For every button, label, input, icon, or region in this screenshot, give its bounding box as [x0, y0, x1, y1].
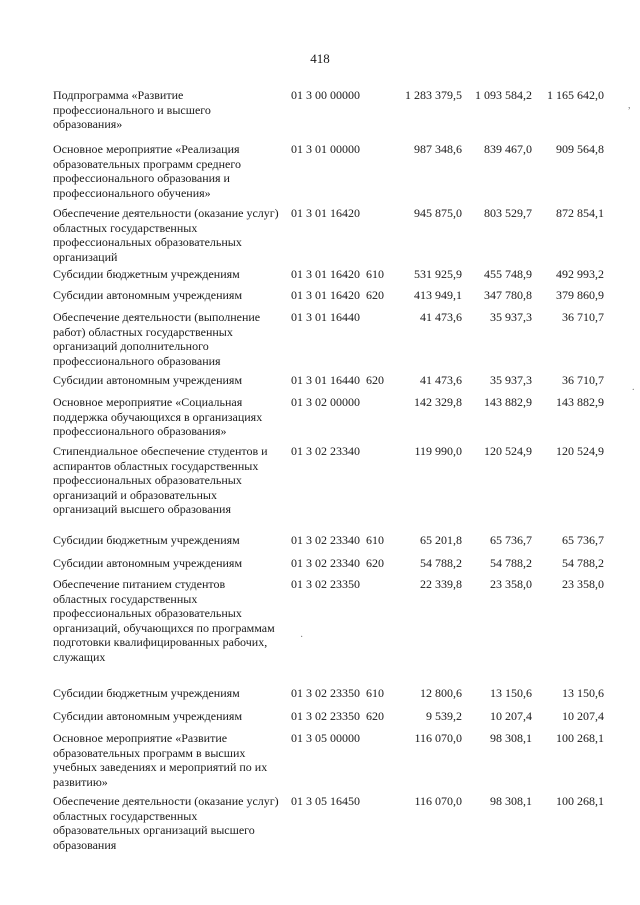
- amount-year-2: 23 358,0: [490, 577, 532, 591]
- item-name: Основное мероприятие «Реализация образовательных программ среднего профессионального образования и профессионального обучения»: [53, 142, 241, 200]
- table-row: [0, 709, 640, 729]
- table-row: [0, 310, 640, 370]
- item-name: Субсидии автономным учреждениям: [53, 556, 243, 570]
- scan-artifact-mark: ·: [300, 632, 304, 643]
- amount-year-2: 120 524,9: [484, 444, 532, 458]
- amount-year-2: 13 150,6: [490, 686, 532, 700]
- classification-code: 01 3 01 16420 610: [291, 267, 384, 281]
- amount-year-2: 1 093 584,2: [475, 88, 532, 102]
- amount-year-1: 54 788,2: [420, 556, 462, 570]
- table-row: [0, 794, 640, 854]
- amount-year-1: 41 473,6: [420, 310, 462, 324]
- amount-year-3: 143 882,9: [556, 395, 604, 409]
- classification-code: 01 3 02 23350: [291, 577, 360, 591]
- amount-year-2: 839 467,0: [484, 142, 532, 156]
- table-row: [0, 142, 640, 200]
- item-name: Субсидии бюджетным учреждениям: [53, 267, 240, 281]
- amount-year-1: 142 329,8: [414, 395, 462, 409]
- item-name: Обеспечение деятельности (выполнение работ) областных государственных организаций дополнительного профессионального образования: [53, 310, 261, 368]
- table-row: [0, 556, 640, 576]
- amount-year-1: 1 283 379,5: [405, 88, 462, 102]
- amount-year-2: 143 882,9: [484, 395, 532, 409]
- scan-artifact-mark: .: [632, 382, 635, 393]
- amount-year-2: 455 748,9: [484, 267, 532, 281]
- amount-year-3: 13 150,6: [562, 686, 604, 700]
- page-number: 418: [310, 51, 330, 66]
- item-name: Обеспечение деятельности (оказание услуг) областных государственных образовательных организаций высшего образования: [53, 794, 279, 852]
- amount-year-1: 413 949,1: [414, 288, 462, 302]
- amount-year-1: 531 925,9: [414, 267, 462, 281]
- amount-year-1: 119 990,0: [414, 444, 462, 458]
- amount-year-2: 54 788,2: [490, 556, 532, 570]
- amount-year-2: 98 308,1: [490, 794, 532, 808]
- amount-year-1: 987 348,6: [414, 142, 462, 156]
- classification-code: 01 3 02 23340 620: [291, 556, 384, 570]
- table-row: [0, 686, 640, 706]
- table-row: [0, 395, 640, 441]
- classification-code: 01 3 01 16420 620: [291, 288, 384, 302]
- amount-year-3: 872 854,1: [556, 206, 604, 220]
- amount-year-3: 36 710,7: [562, 310, 604, 324]
- classification-code: 01 3 01 00000: [291, 142, 360, 156]
- amount-year-3: 909 564,8: [556, 142, 604, 156]
- amount-year-3: 10 207,4: [562, 709, 604, 723]
- amount-year-1: 116 070,0: [414, 731, 462, 745]
- amount-year-3: 54 788,2: [562, 556, 604, 570]
- classification-code: 01 3 01 16440: [291, 310, 360, 324]
- table-row: [0, 88, 640, 131]
- scan-artifact-mark: ,: [628, 100, 631, 111]
- amount-year-2: 35 937,3: [490, 310, 532, 324]
- item-name: Субсидии бюджетным учреждениям: [53, 533, 240, 547]
- amount-year-3: 100 268,1: [556, 794, 604, 808]
- amount-year-1: 945 875,0: [414, 206, 462, 220]
- amount-year-2: 803 529,7: [484, 206, 532, 220]
- table-row: [0, 577, 640, 681]
- classification-code: 01 3 01 16420: [291, 206, 360, 220]
- amount-year-1: 9 539,2: [426, 709, 462, 723]
- item-name: Субсидии автономным учреждениям: [53, 373, 243, 387]
- item-name: Субсидии автономным учреждениям: [53, 288, 243, 302]
- amount-year-3: 100 268,1: [556, 731, 604, 745]
- classification-code: 01 3 02 23350 610: [291, 686, 384, 700]
- item-name: Основное мероприятие «Социальная поддержка обучающихся в организациях профессионального образования»: [53, 395, 263, 438]
- amount-year-3: 1 165 642,0: [547, 88, 604, 102]
- amount-year-3: 120 524,9: [556, 444, 604, 458]
- classification-code: 01 3 01 16440 620: [291, 373, 384, 387]
- amount-year-2: 10 207,4: [490, 709, 532, 723]
- amount-year-1: 116 070,0: [414, 794, 462, 808]
- amount-year-1: 65 201,8: [420, 533, 462, 547]
- amount-year-3: 492 993,2: [556, 267, 604, 281]
- classification-code: 01 3 02 00000: [291, 395, 360, 409]
- item-name: Субсидии автономным учреждениям: [53, 709, 243, 723]
- amount-year-2: 35 937,3: [490, 373, 532, 387]
- classification-code: 01 3 00 00000: [291, 88, 360, 102]
- amount-year-1: 12 800,6: [420, 686, 462, 700]
- table-row: [0, 533, 640, 553]
- table-row: [0, 267, 640, 287]
- amount-year-2: 65 736,7: [490, 533, 532, 547]
- classification-code: 01 3 02 23350 620: [291, 709, 384, 723]
- amount-year-3: 36 710,7: [562, 373, 604, 387]
- classification-code: 01 3 05 16450: [291, 794, 360, 808]
- amount-year-3: 23 358,0: [562, 577, 604, 591]
- item-name: Субсидии бюджетным учреждениям: [53, 686, 240, 700]
- table-row: [0, 206, 640, 266]
- classification-code: 01 3 02 23340: [291, 444, 360, 458]
- item-name: Подпрограмма «Развитие профессионального и высшего образования»: [53, 88, 211, 131]
- item-name: Основное мероприятие «Развитие образовательных программ в высших учебных заведениях и мероприятий по их развитию»: [53, 731, 268, 789]
- amount-year-1: 22 339,8: [420, 577, 462, 591]
- item-name: Стипендиальное обеспечение студентов и аспирантов областных государственных профессиональных образовательных организаций и образовательных организаций высшего образования: [53, 444, 268, 516]
- table-row: [0, 373, 640, 393]
- table-row: [0, 731, 640, 791]
- amount-year-2: 98 308,1: [490, 731, 532, 745]
- amount-year-3: 65 736,7: [562, 533, 604, 547]
- table-row: [0, 288, 640, 308]
- amount-year-1: 41 473,6: [420, 373, 462, 387]
- item-name: Обеспечение деятельности (оказание услуг) областных государственных профессиональных образовательных организаций: [53, 206, 279, 264]
- classification-code: 01 3 05 00000: [291, 731, 360, 745]
- amount-year-3: 379 860,9: [556, 288, 604, 302]
- amount-year-2: 347 780,8: [484, 288, 532, 302]
- table-row: [0, 444, 640, 530]
- classification-code: 01 3 02 23340 610: [291, 533, 384, 547]
- item-name: Обеспечение питанием студентов областных государственных профессиональных образовательных организаций, обучающихся по программам подготовки квалифицированных рабочих, служащих: [53, 577, 275, 664]
